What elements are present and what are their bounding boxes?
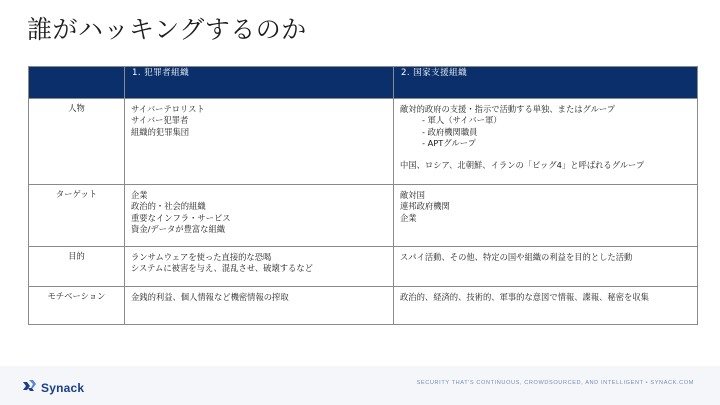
list-item: 金銭的利益、個人情報など機密情報の搾取: [131, 292, 289, 302]
table-row: [29, 247, 698, 287]
list-item: 企業: [131, 190, 148, 200]
table-row: [29, 185, 698, 247]
cell-motivation-state: [394, 287, 698, 325]
footer-tagline: SECURITY THAT'S CONTINUOUS, CROWDSOURCED, AND INTELLIGENT • SYNACK.COM: [416, 380, 694, 386]
header-state-sponsored: 2. 国家支援組織: [394, 67, 698, 99]
list-item: システムに被害を与え、混乱させ、破壊するなど: [131, 263, 313, 274]
list-item: 政治的、経済的、技術的、軍事的な意図で情報、諜報、秘密を収集: [400, 292, 649, 302]
cell-target-state: [394, 185, 698, 247]
header-criminal-orgs: 1. 犯罪者組織: [125, 67, 394, 99]
header-empty-cell: [29, 67, 125, 99]
cell-motivation-criminal: [125, 287, 394, 325]
list-item: 重要なインフラ・サービス: [131, 212, 231, 223]
list-item: ランサムウェアを使った直接的な恐喝: [131, 252, 272, 262]
list-item: 資金/データが豊富な組織: [131, 223, 226, 234]
row-label-people: 人物: [29, 99, 125, 185]
synack-logo: [21, 378, 84, 397]
cell-purpose-state: [394, 247, 698, 287]
list-item: 政治的・社会的組織: [131, 201, 206, 212]
list-item: 企業: [400, 212, 417, 223]
sub-list-item: - APTグループ: [422, 137, 476, 148]
list-item: 敵対国: [400, 190, 425, 200]
synack-mark-icon: [21, 378, 38, 397]
slide-title: 誰がハッキングするのか: [27, 15, 307, 44]
cell-target-criminal: [125, 185, 394, 247]
table-header-row: [29, 67, 698, 99]
row-label-purpose: 目的: [29, 247, 125, 287]
table-row: [29, 287, 698, 325]
list-item: スパイ活動、その他、特定の国や組織の利益を目的とした活動: [400, 252, 633, 262]
cell-people-criminal: [125, 99, 394, 185]
list-item: 組織的犯罪集団: [131, 126, 190, 137]
list-item: サイバーテロリスト: [131, 104, 205, 114]
cell-purpose-criminal: [125, 247, 394, 287]
row-label-motivation: モチベーション: [29, 287, 125, 325]
row-label-target: ターゲット: [29, 185, 125, 247]
sub-list-item: - 政府機関職員: [422, 126, 478, 137]
comparison-table: [28, 66, 698, 325]
list-item: サイバー犯罪者: [131, 115, 189, 126]
list-item: 敵対的政府の支援・指示で活動する単独、またはグループ: [400, 104, 616, 114]
sub-list-item: - 軍人（サイバー軍）: [422, 115, 502, 126]
table-row: [29, 99, 698, 185]
logo-wordmark: Synack: [41, 380, 85, 395]
cell-people-state: [394, 99, 698, 185]
list-item: 連邦政府機関: [400, 201, 450, 212]
note-text: 中国、ロシア、北朝鮮、イランの「ビッグ4」と呼ばれるグループ: [400, 160, 645, 171]
